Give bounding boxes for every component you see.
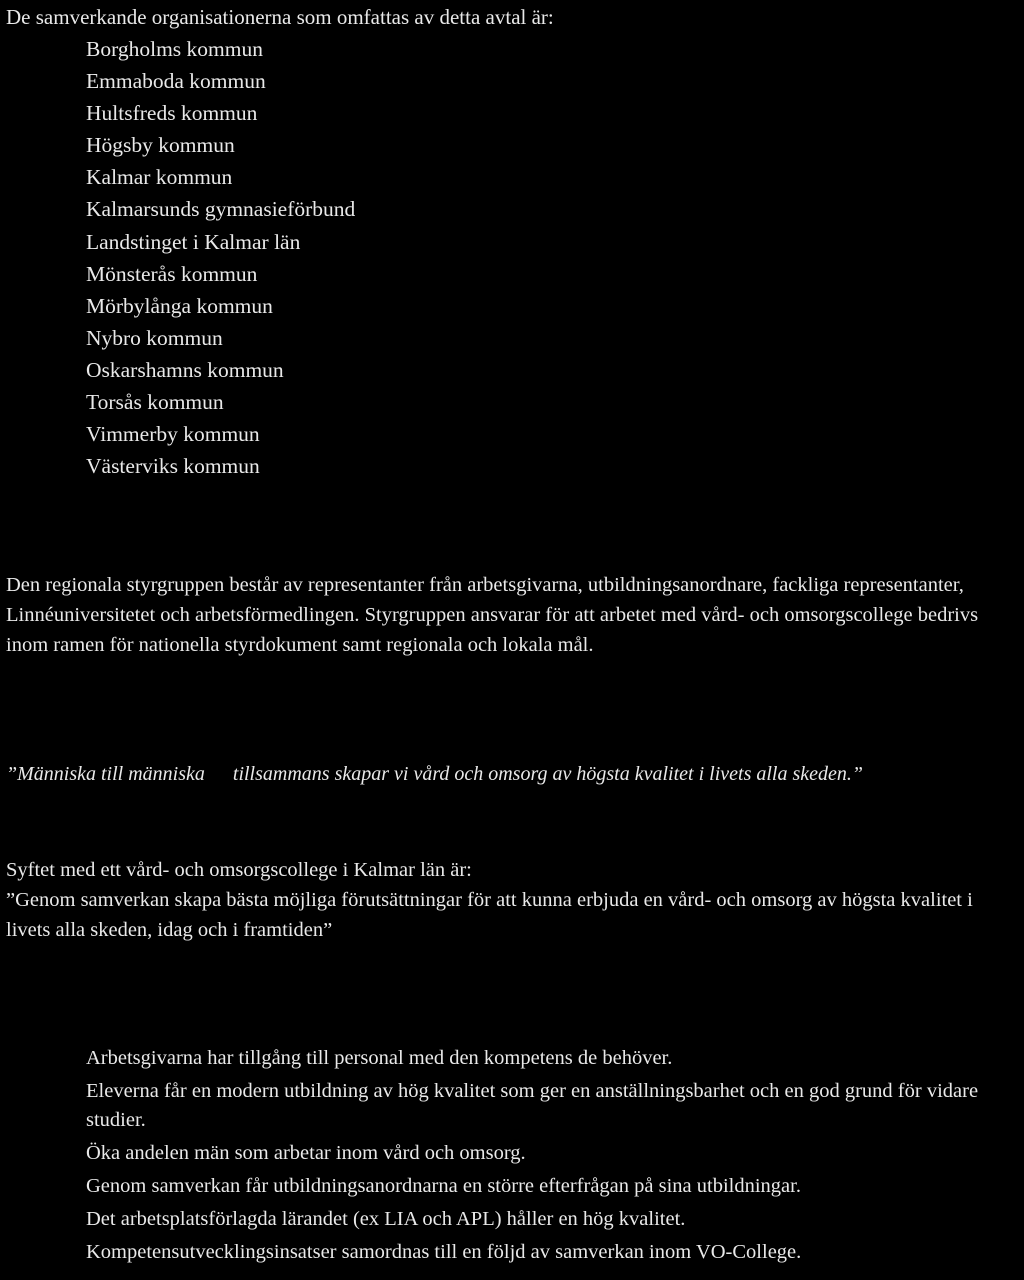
purpose-heading: Syftet med ett vård- och omsorgscollege i Kalmar län är: [6, 859, 472, 881]
organization-item: Hultsfreds kommun [86, 101, 258, 126]
organization-item: Nybro kommun [86, 325, 223, 350]
organization-item: Vimmerby kommun [86, 422, 260, 447]
goal-item: Det arbetsplatsförlagda lärandet (ex LIA och APL) håller en hög kvalitet. [86, 1208, 686, 1230]
organization-item: Oskarshamns kommun [86, 357, 284, 382]
organization-item: Emmaboda kommun [86, 69, 266, 94]
goal-item: Genom samverkan får utbildningsanordnarna en större efterfrågan på sina utbildningar. [86, 1175, 801, 1197]
goal-item: Öka andelen män som arbetar inom vård och omsorg. [86, 1142, 526, 1164]
motto-part-1: ”Människa till människa [6, 763, 205, 785]
organization-item: Högsby kommun [86, 133, 235, 158]
organization-item: Mönsterås kommun [86, 261, 258, 286]
organization-list [86, 33, 355, 482]
intro-text: De samverkande organisationerna som omfattas av detta avtal är: [6, 5, 554, 29]
organization-item: Torsås kommun [86, 390, 224, 415]
goal-item: Arbetsgivarna har tillgång till personal med den kompetens de behöver. [86, 1047, 673, 1069]
goal-item: Eleverna får en modern utbildning av hög kvalitet som ger en anställningsbarhet och en god grund för vidare studier. [86, 1080, 979, 1131]
purpose-section [6, 855, 1018, 945]
organization-item: Mörbylånga kommun [86, 293, 273, 318]
goal-item: Kompetensutvecklingsinsatser samordnas till en följd av samverkan inom VO-College. [86, 1241, 802, 1263]
organization-item: Västerviks kommun [86, 454, 260, 479]
organization-item: Borgholms kommun [86, 37, 263, 61]
goals-list [86, 1044, 1022, 1271]
motto-quote [6, 759, 863, 789]
organization-item: Kalmar kommun [86, 165, 233, 190]
organization-item: Landstinget i Kalmar län [86, 229, 301, 254]
purpose-text: ”Genom samverkan skapa bästa möjliga förutsättningar för att kunna erbjuda en vård- och omsorg av högsta kvalitet i livets alla skeden, idag och i framtiden” [6, 889, 973, 941]
organization-item: Kalmarsunds gymnasieförbund [86, 197, 356, 222]
steering-group-paragraph: Den regionala styrgruppen består av representanter från arbetsgivarna, utbildningsanordnare, fackliga representanter, Linnéuniversitetet och arbetsförmedlingen. Styrgruppen ansvarar för att arbetet med vård- och omsorgscollege bedrivs inom ramen för nationella styrdokument samt regionala och lokala mål. [6, 574, 979, 656]
motto-part-2: tillsammans skapar vi vård och omsorg av högsta kvalitet i livets alla skeden.” [232, 763, 863, 785]
